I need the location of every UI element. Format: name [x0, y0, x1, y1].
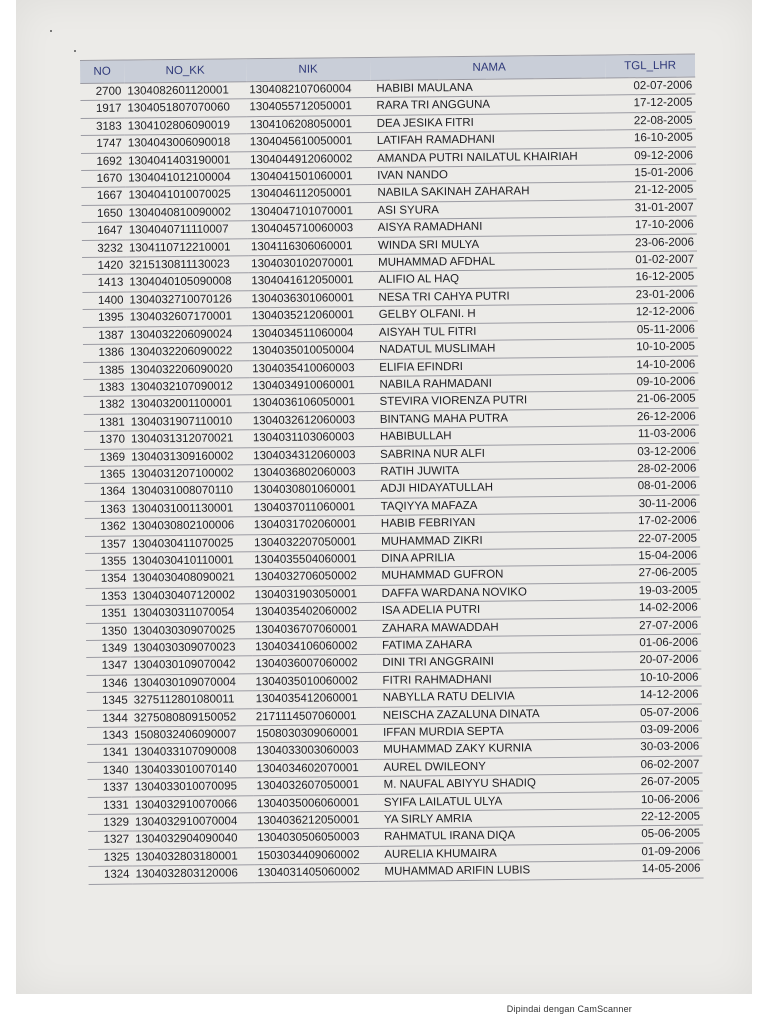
- cell-no-kk: 1304040105090008: [126, 273, 248, 292]
- cell-tgl-lhr: 17-12-2005: [605, 94, 695, 112]
- cell-nik: 1304035402060002: [252, 603, 376, 622]
- cell-nik: 2171114507060001: [253, 707, 377, 726]
- cell-nama: ELIFIA EFINDRI: [373, 356, 608, 376]
- cell-no: 1667: [81, 187, 125, 205]
- cell-nik: 1304031903050001: [252, 585, 376, 604]
- cell-no: 1381: [84, 414, 128, 432]
- cell-no-kk: 1304030408090021: [129, 569, 251, 588]
- cell-tgl-lhr: 15-04-2006: [610, 547, 700, 565]
- cell-tgl-lhr: 14-02-2006: [611, 599, 701, 617]
- cell-no-kk: 1304040711110007: [126, 221, 248, 240]
- cell-nama: MUHAMMAD ZAKY KURNIA: [377, 739, 612, 759]
- cell-no: 1387: [83, 327, 127, 345]
- cell-nama: AUREL DWILEONY: [377, 757, 612, 777]
- cell-nik: 1304030506050003: [254, 829, 378, 848]
- cell-nik: 1304035010060002: [252, 672, 376, 691]
- cell-nik: 1304034511060004: [249, 324, 373, 343]
- cell-no: 1343: [87, 727, 131, 745]
- cell-nik: 1304031702060001: [251, 516, 375, 535]
- cell-tgl-lhr: 22-07-2005: [610, 530, 700, 548]
- cell-nama: NABYLLA RATU DELIVIA: [377, 687, 612, 707]
- cell-no: 1347: [86, 657, 130, 675]
- cell-no: 1329: [88, 814, 132, 832]
- cell-nama: SYIFA LAILATUL ULYA: [378, 792, 613, 812]
- cell-nama: LATIFAH RAMADHANI: [371, 130, 606, 150]
- header-no: NO: [80, 60, 124, 83]
- cell-tgl-lhr: 05-07-2006: [612, 704, 702, 722]
- cell-no-kk: 1304030309070025: [130, 621, 252, 640]
- cell-tgl-lhr: 12-12-2006: [608, 303, 698, 321]
- cell-nik: 1304032607050001: [254, 777, 378, 796]
- scanned-paper: [16, 0, 752, 994]
- cell-tgl-lhr: 15-01-2006: [606, 164, 696, 182]
- dust-speck: [50, 30, 52, 32]
- cell-no-kk: 1304033107090008: [131, 743, 253, 762]
- cell-no-kk: 1304031008070110: [128, 482, 250, 501]
- dust-speck: [74, 50, 76, 52]
- cell-no-kk: 1304030410110001: [129, 552, 251, 571]
- cell-tgl-lhr: 10-06-2006: [613, 791, 703, 809]
- cell-nik: 1304106208050001: [247, 115, 371, 134]
- cell-nik: 1304036802060003: [250, 463, 374, 482]
- cell-no-kk: 1304032001100001: [128, 395, 250, 414]
- cell-nama: FATIMA ZAHARA: [376, 635, 611, 655]
- cell-nama: DINA APRILIA: [375, 548, 610, 568]
- cell-tgl-lhr: 19-03-2005: [611, 582, 701, 600]
- student-list-table-wrap: [80, 54, 701, 885]
- cell-tgl-lhr: 22-08-2005: [606, 112, 696, 130]
- cell-nik: 1304035412060001: [253, 690, 377, 709]
- cell-no-kk: 1304033010070140: [131, 761, 253, 780]
- cell-no-kk: 1304030407120002: [130, 587, 252, 606]
- cell-tgl-lhr: 21-12-2005: [606, 181, 696, 199]
- cell-nik: 1304047101070001: [248, 202, 372, 221]
- cell-tgl-lhr: 30-03-2006: [612, 738, 702, 756]
- cell-no: 1364: [84, 483, 128, 501]
- cell-tgl-lhr: 06-02-2007: [612, 756, 702, 774]
- cell-nama: AISYAH TUL FITRI: [373, 322, 608, 342]
- cell-nama: NESA TRI CAHYA PUTRI: [372, 287, 607, 307]
- cell-nama: DINI TRI ANGGRAINI: [376, 652, 611, 672]
- header-nik: NIK: [246, 57, 370, 81]
- cell-nama: MUHAMMAD ARIFIN LUBIS: [378, 861, 613, 881]
- cell-no: 1355: [85, 553, 129, 571]
- cell-no: 1331: [88, 797, 132, 815]
- cell-nama: IFFAN MURDIA SEPTA: [377, 722, 612, 742]
- cell-no-kk: 1304031309160002: [128, 447, 250, 466]
- cell-nama: MUHAMMAD GUFRON: [375, 565, 610, 585]
- cell-no: 2700: [80, 83, 124, 101]
- header-nama: NAMA: [370, 55, 605, 80]
- cell-tgl-lhr: 22-12-2005: [613, 808, 703, 826]
- cell-nama: ADJI HIDAYATULLAH: [374, 478, 609, 498]
- cell-no-kk: 1304031207100002: [128, 465, 250, 484]
- cell-nik: 1304030801060001: [250, 481, 374, 500]
- cell-nama: STEVIRA VIORENZA PUTRI: [374, 391, 609, 411]
- camscanner-footer: Dipindai dengan CamScanner: [506, 1004, 632, 1014]
- cell-no: 1337: [88, 779, 132, 797]
- cell-nama: IVAN NANDO: [371, 165, 606, 185]
- cell-nama: DEA JESIKA FITRI: [371, 113, 606, 133]
- cell-tgl-lhr: 21-06-2005: [608, 390, 698, 408]
- cell-tgl-lhr: 03-12-2006: [609, 443, 699, 461]
- cell-nik: 1304034602070001: [253, 759, 377, 778]
- cell-no-kk: 1304032710070126: [126, 291, 248, 310]
- cell-no-kk: 1304031907110010: [128, 412, 250, 431]
- cell-nik: 1304035006060001: [254, 794, 378, 813]
- cell-tgl-lhr: 14-12-2006: [612, 686, 702, 704]
- cell-nik: 1304044912060002: [247, 150, 371, 169]
- cell-no: 1383: [83, 379, 127, 397]
- cell-nik: 1304045610050001: [247, 133, 371, 152]
- cell-no: 1370: [84, 431, 128, 449]
- cell-nama: TAQIYYA MAFAZA: [375, 496, 610, 516]
- cell-no: 1324: [88, 866, 132, 884]
- cell-no: 1365: [84, 466, 128, 484]
- cell-no-kk: 1304043006090018: [125, 134, 247, 153]
- cell-tgl-lhr: 08-01-2006: [609, 477, 699, 495]
- cell-tgl-lhr: 09-12-2006: [606, 147, 696, 165]
- cell-tgl-lhr: 30-11-2006: [610, 495, 700, 513]
- cell-nama: ASI SYURA: [372, 200, 607, 220]
- cell-nik: 1304032706050002: [251, 568, 375, 587]
- cell-tgl-lhr: 26-12-2006: [609, 408, 699, 426]
- cell-no: 1369: [84, 449, 128, 467]
- cell-nik: 1304031103060003: [250, 429, 374, 448]
- cell-nama: WINDA SRI MULYA: [372, 235, 607, 255]
- cell-tgl-lhr: 02-07-2006: [605, 77, 695, 95]
- cell-tgl-lhr: 10-10-2006: [611, 669, 701, 687]
- cell-tgl-lhr: 14-10-2006: [608, 356, 698, 374]
- cell-no: 1386: [83, 344, 127, 362]
- cell-nik: 1304045710060003: [248, 220, 372, 239]
- cell-no-kk: 3215130811130023: [126, 256, 248, 275]
- cell-no-kk: 1304032910070004: [132, 813, 254, 832]
- cell-no: 1747: [81, 135, 125, 153]
- cell-nama: SABRINA NUR ALFI: [374, 444, 609, 464]
- cell-nik: 1304035410060003: [249, 359, 373, 378]
- cell-nik: 1304035010050004: [249, 342, 373, 361]
- header-tgl-lhr: TGL_LHR: [605, 54, 695, 78]
- cell-nama: NABILA SAKINAH ZAHARAH: [371, 182, 606, 202]
- cell-no-kk: 1304032206090022: [127, 343, 249, 362]
- cell-nik: 1304032207050001: [251, 533, 375, 552]
- cell-nik: 1304041501060001: [247, 167, 371, 186]
- cell-nik: 1304031405060002: [254, 864, 378, 883]
- cell-nik: 1304036301060001: [248, 289, 372, 308]
- cell-tgl-lhr: 09-10-2006: [608, 373, 698, 391]
- cell-nama: MUHAMMAD ZIKRI: [375, 531, 610, 551]
- cell-nama: FITRI RAHMADHANI: [376, 670, 611, 690]
- cell-no-kk: 1304040810090002: [126, 204, 248, 223]
- cell-nama: AMANDA PUTRI NAILATUL KHAIRIAH: [371, 148, 606, 168]
- cell-no: 1917: [80, 100, 124, 118]
- cell-no: 1400: [82, 292, 126, 310]
- cell-no-kk: 1304110712210001: [126, 238, 248, 257]
- cell-nik: 1304034106060002: [252, 637, 376, 656]
- cell-no-kk: 1304030311070054: [130, 604, 252, 623]
- cell-tgl-lhr: 20-07-2006: [611, 651, 701, 669]
- cell-no: 3232: [82, 240, 126, 258]
- cell-no: 1350: [86, 623, 130, 641]
- cell-no: 1362: [85, 518, 129, 536]
- cell-nik: 1304055712050001: [246, 98, 370, 117]
- cell-tgl-lhr: 10-10-2005: [608, 338, 698, 356]
- cell-no-kk: 1304031001130001: [129, 499, 251, 518]
- cell-no-kk: 1304033010070095: [132, 778, 254, 797]
- cell-no-kk: 3275080809150052: [131, 708, 253, 727]
- cell-no: 1353: [86, 588, 130, 606]
- cell-tgl-lhr: 16-10-2005: [606, 129, 696, 147]
- student-list-table: [80, 54, 704, 885]
- cell-no-kk: 1304030109070042: [130, 656, 252, 675]
- cell-tgl-lhr: 03-09-2006: [612, 721, 702, 739]
- cell-no: 1413: [82, 274, 126, 292]
- cell-no: 1647: [82, 222, 126, 240]
- header-no-kk: NO_KK: [124, 59, 246, 83]
- cell-tgl-lhr: 26-07-2005: [613, 773, 703, 791]
- cell-no-kk: 1304030309070023: [130, 639, 252, 658]
- cell-no: 1344: [87, 710, 131, 728]
- cell-nik: 1304034910060001: [249, 376, 373, 395]
- cell-nik: 1304116306060001: [248, 237, 372, 256]
- table-body: [80, 77, 703, 884]
- cell-no-kk: 1304032107090012: [127, 378, 249, 397]
- cell-tgl-lhr: 28-02-2006: [609, 460, 699, 478]
- cell-no: 1351: [86, 605, 130, 623]
- cell-nik: 1304037011060001: [251, 498, 375, 517]
- cell-tgl-lhr: 23-01-2006: [607, 286, 697, 304]
- cell-nik: 1304033003060003: [253, 742, 377, 761]
- cell-no-kk: 1304041403190001: [125, 151, 247, 170]
- cell-tgl-lhr: 14-05-2006: [613, 860, 703, 878]
- cell-nama: NABILA RAHMADANI: [373, 374, 608, 394]
- cell-no-kk: 1304031312070021: [128, 430, 250, 449]
- cell-no: 1363: [85, 501, 129, 519]
- cell-nik: 1304032612060003: [250, 411, 374, 430]
- cell-no-kk: 1508032406090007: [131, 726, 253, 745]
- cell-tgl-lhr: 23-06-2006: [607, 234, 697, 252]
- cell-tgl-lhr: 01-06-2006: [611, 634, 701, 652]
- cell-no: 1327: [88, 831, 132, 849]
- cell-no: 1354: [85, 570, 129, 588]
- cell-nik: 1304035212060001: [249, 307, 373, 326]
- cell-nama: AURELIA KHUMAIRA: [378, 844, 613, 864]
- cell-nama: RAHMATUL IRANA DIQA: [378, 826, 613, 846]
- cell-no-kk: 1304032803180001: [132, 848, 254, 867]
- cell-no: 1345: [87, 692, 131, 710]
- cell-nik: 1304036007060002: [252, 655, 376, 674]
- cell-nik: 1304036707060001: [252, 620, 376, 639]
- cell-tgl-lhr: 27-06-2005: [610, 564, 700, 582]
- cell-tgl-lhr: 17-02-2006: [610, 512, 700, 530]
- cell-no: 1357: [85, 536, 129, 554]
- cell-no-kk: 3275112801080011: [131, 691, 253, 710]
- cell-nama: BINTANG MAHA PUTRA: [374, 409, 609, 429]
- cell-no-kk: 1304051807070060: [124, 99, 246, 118]
- cell-nama: HABIBULLAH: [374, 426, 609, 446]
- cell-tgl-lhr: 31-01-2007: [606, 199, 696, 217]
- cell-nik: 1503034409060002: [254, 846, 378, 865]
- cell-no: 1670: [81, 170, 125, 188]
- cell-nama: NEISCHA ZAZALUNA DINATA: [377, 705, 612, 725]
- cell-no: 1341: [87, 744, 131, 762]
- cell-no: 1385: [83, 362, 127, 380]
- cell-nama: RATIH JUWITA: [374, 461, 609, 481]
- cell-no-kk: 1304102806090019: [125, 117, 247, 136]
- cell-no: 1692: [81, 153, 125, 171]
- cell-nama: GELBY OLFANI. H: [373, 304, 608, 324]
- cell-nama: M. NAUFAL ABIYYU SHADIQ: [378, 774, 613, 794]
- cell-nik: 1304046112050001: [247, 185, 371, 204]
- cell-no: 1349: [86, 640, 130, 658]
- cell-no: 1325: [88, 849, 132, 867]
- cell-nik: 1508030309060001: [253, 724, 377, 743]
- cell-tgl-lhr: 16-12-2005: [607, 269, 697, 287]
- cell-nama: ALIFIO AL HAQ: [372, 269, 607, 289]
- cell-no: 3183: [81, 118, 125, 136]
- cell-nama: AISYA RAMADHANI: [372, 217, 607, 237]
- cell-nik: 1304036106050001: [250, 394, 374, 413]
- cell-tgl-lhr: 05-06-2005: [613, 825, 703, 843]
- cell-no-kk: 1304041010070025: [125, 186, 247, 205]
- cell-no: 1420: [82, 257, 126, 275]
- cell-nama: ZAHARA MAWADDAH: [376, 618, 611, 638]
- cell-nama: ISA ADELIA PUTRI: [376, 600, 611, 620]
- cell-nik: 1304034312060003: [250, 446, 374, 465]
- cell-no-kk: 1304032910070066: [132, 795, 254, 814]
- cell-no-kk: 1304030411070025: [129, 534, 251, 553]
- cell-no: 1340: [87, 762, 131, 780]
- cell-nik: 1304030102070001: [248, 255, 372, 274]
- cell-tgl-lhr: 17-10-2006: [607, 216, 697, 234]
- cell-no-kk: 1304041012100004: [125, 169, 247, 188]
- cell-nama: RARA TRI ANGGUNA: [370, 95, 605, 115]
- cell-no-kk: 1304032607170001: [127, 308, 249, 327]
- cell-no-kk: 1304032904090040: [132, 830, 254, 849]
- cell-nama: HABIBI MAULANA: [370, 78, 605, 98]
- cell-nama: MUHAMMAD AFDHAL: [372, 252, 607, 272]
- cell-tgl-lhr: 01-02-2007: [607, 251, 697, 269]
- cell-no: 1650: [82, 205, 126, 223]
- cell-no-kk: 1304082601120001: [124, 82, 246, 101]
- cell-nik: 1304082107060004: [246, 80, 370, 99]
- cell-no: 1346: [86, 675, 130, 693]
- cell-nama: HABIB FEBRIYAN: [375, 513, 610, 533]
- cell-no-kk: 1304032206090024: [127, 325, 249, 344]
- cell-no-kk: 1304032206090020: [127, 360, 249, 379]
- cell-tgl-lhr: 05-11-2006: [608, 321, 698, 339]
- cell-tgl-lhr: 11-03-2006: [609, 425, 699, 443]
- cell-nama: NADATUL MUSLIMAH: [373, 339, 608, 359]
- cell-tgl-lhr: 01-09-2006: [613, 843, 703, 861]
- cell-nik: 1304036212050001: [254, 811, 378, 830]
- cell-no: 1395: [83, 309, 127, 327]
- cell-no-kk: 1304030109070004: [130, 674, 252, 693]
- cell-nama: DAFFA WARDANA NOVIKO: [376, 583, 611, 603]
- cell-no-kk: 1304032803120006: [132, 865, 254, 884]
- cell-tgl-lhr: 27-07-2006: [611, 617, 701, 635]
- cell-nik: 1304035504060001: [251, 550, 375, 569]
- cell-no: 1382: [84, 396, 128, 414]
- cell-nama: YA SIRLY AMRIA: [378, 809, 613, 829]
- cell-nik: 1304041612050001: [248, 272, 372, 291]
- cell-no-kk: 1304030802100006: [129, 517, 251, 536]
